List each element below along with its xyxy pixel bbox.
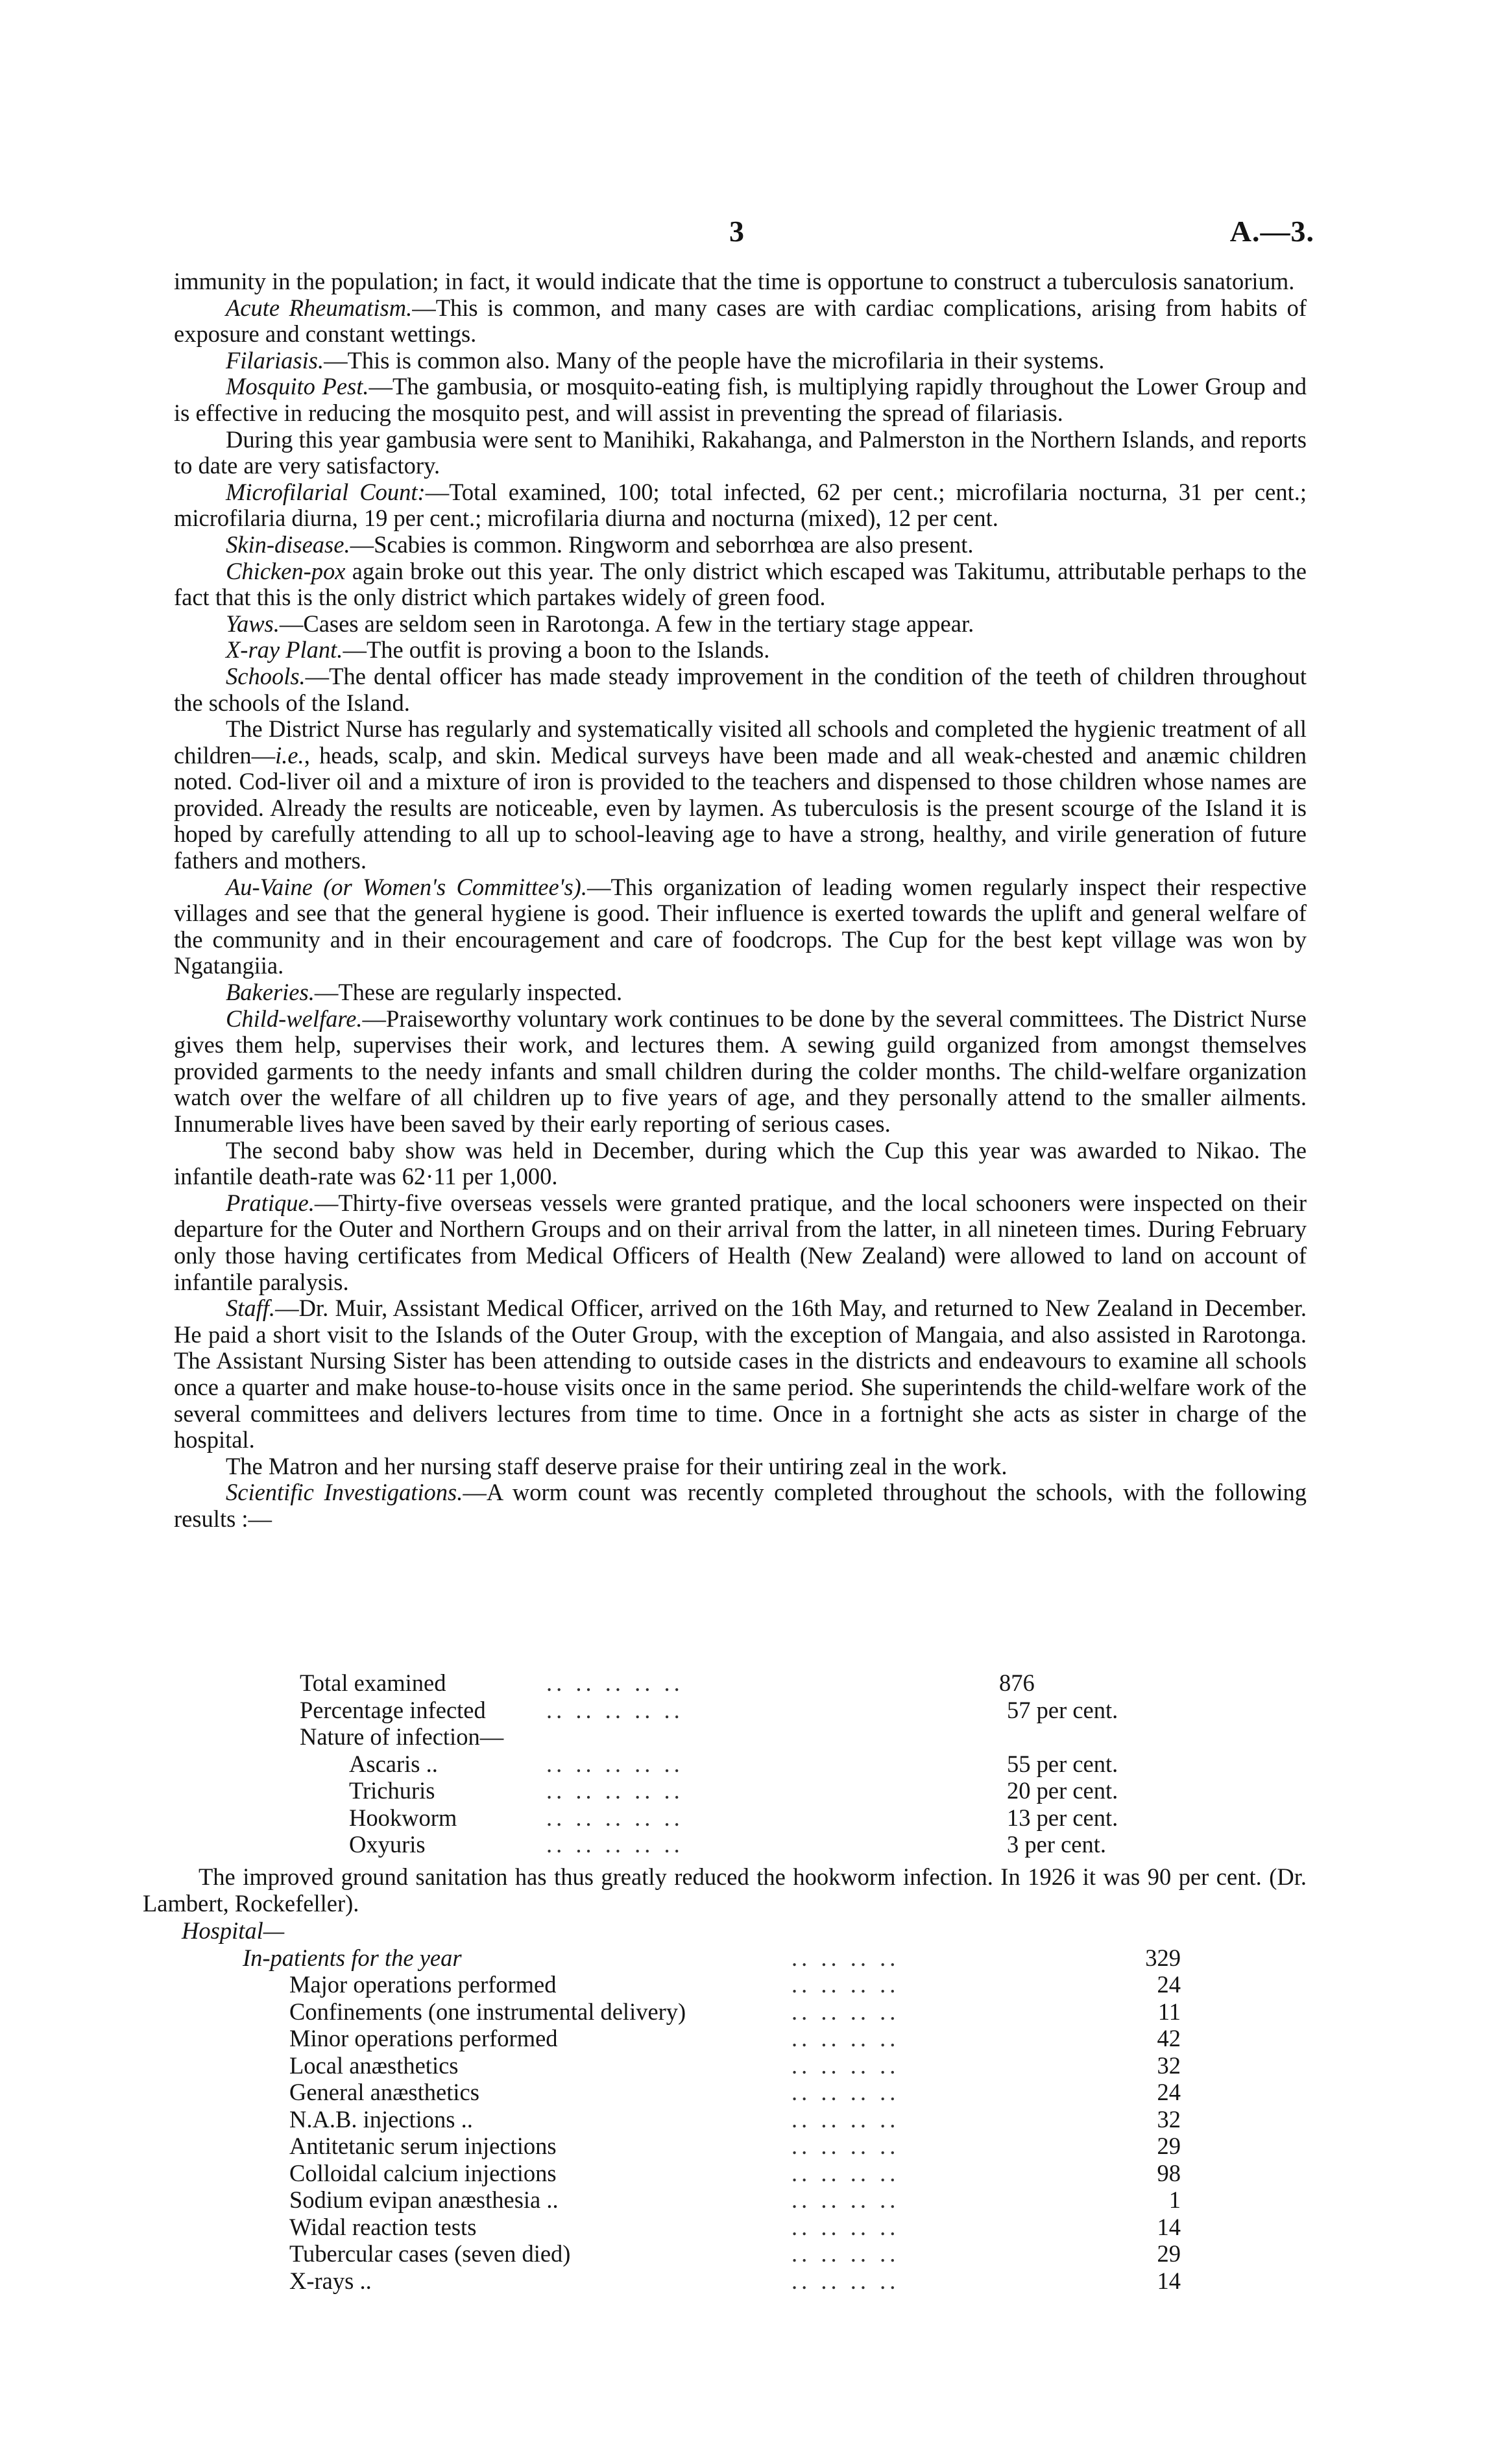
row-value: 14	[1157, 2267, 1181, 2294]
paragraph	[174, 479, 1307, 532]
paragraph-text: —Dr. Muir, Assistant Medical Officer, arrived on the 16th May, and returned to New Zealand in December. He paid a short visit to the Islands of the Outer Group, with the exception of Mangaia, and also assisted in Rarotonga. The Assistant Nursing Sister has been attending to outside cases in the districts and endeavours to examine all schools once a quarter and make house-to-house visits once in the same period. She superintends the child-welfare work of the several committees and delivers lectures from time to time. Once in a fortnight she acts as sister in charge of the hospital.	[174, 1295, 1307, 1453]
paragraph-text: —Cases are seldom seen in Rarotonga. A few in the tertiary stage appear.	[279, 610, 974, 637]
body-text	[174, 269, 1307, 1533]
paragraph	[174, 427, 1307, 479]
row-label: Antitetanic serum injections	[289, 2133, 557, 2159]
table-row	[143, 2025, 1181, 2052]
row-label: Trichuris	[349, 1777, 435, 1804]
paragraph-heading: Staff.	[226, 1295, 276, 1322]
row-label: Hookworm	[349, 1804, 457, 1831]
paragraph	[174, 637, 1307, 664]
paragraph	[174, 1295, 1307, 1453]
row-value: 32	[1157, 2051, 1181, 2079]
paragraph: The improved ground sanitation has thus greatly reduced the hookworm infection. In 1926 it was 90 per cent. (Dr. Lambert, Rockefeller).	[143, 1863, 1307, 1917]
paragraph-heading: Child-welfare.	[226, 1005, 363, 1032]
paragraph-heading: Bakeries.	[226, 979, 315, 1006]
table-row	[143, 2106, 1181, 2133]
row-value: 24	[1157, 2079, 1181, 2105]
paragraph-text: —A worm count was recently completed throughout the schools, with the following results :—	[174, 1479, 1307, 1532]
paragraph-text: —This is common also. Many of the people have the microfilaria in their systems.	[324, 346, 1105, 374]
table-row	[300, 1777, 1143, 1804]
row-label: General anæsthetics	[289, 2079, 479, 2105]
paragraph-text: —The dental officer has made steady improvement in the condition of the teeth of children throughout the schools of the Island.	[174, 662, 1307, 716]
paragraph	[174, 1190, 1307, 1295]
paragraph	[174, 1453, 1307, 1480]
paragraph	[174, 1006, 1307, 1138]
row-value: 14	[1157, 2213, 1181, 2240]
table-row	[143, 2240, 1181, 2267]
row-label: Major operations performed	[289, 1971, 557, 1998]
table-row	[300, 1697, 1143, 1724]
paragraph	[174, 664, 1307, 716]
row-value: 876	[999, 1669, 1035, 1696]
table-row	[143, 2267, 1181, 2295]
paragraph-text: —Scabies is common. Ringworm and seborrhœa are also present.	[350, 531, 974, 558]
row-label: Nature of infection—	[300, 1723, 504, 1750]
paragraph-text: The Matron and her nursing staff deserve praise for their untiring zeal in the work.	[226, 1452, 1008, 1479]
row-value: 329	[1145, 1944, 1181, 1971]
page-number: 3	[729, 215, 744, 248]
leader-dots: .. .. .. .. ..	[546, 1777, 684, 1804]
row-label: Sodium evipan anæsthesia ..	[289, 2186, 559, 2213]
paragraph-heading: i.e.	[275, 741, 304, 769]
row-value: 29	[1157, 2133, 1181, 2159]
paragraph	[174, 1138, 1307, 1190]
worm-count-table	[300, 1669, 1143, 1858]
paragraph-heading: Microfilarial Count:	[226, 478, 426, 505]
row-label: N.A.B. injections ..	[289, 2105, 473, 2133]
row-label: In-patients for the year	[243, 1944, 462, 1971]
row-label: Percentage infected	[300, 1696, 486, 1723]
row-label: Widal reaction tests	[289, 2213, 477, 2240]
row-value: 57 per cent.	[1007, 1696, 1118, 1723]
row-value: 55 per cent.	[1007, 1750, 1118, 1777]
paragraph-text: immunity in the population; in fact, it would indicate that the time is opportune to construct a tuberculosis sanatorium.	[174, 268, 1295, 294]
paragraph	[174, 348, 1307, 374]
paragraph-text: —This is common, and many cases are with cardiac complications, arising from habits of exposure and constant wettings.	[174, 294, 1307, 348]
leader-dots: .. .. .. .. ..	[546, 1750, 684, 1777]
paragraph	[174, 269, 1307, 295]
leader-dots: .. .. .. ..	[791, 2213, 900, 2240]
row-label: Oxyuris	[349, 1831, 426, 1858]
row-label: Ascaris ..	[349, 1750, 438, 1777]
table-row	[143, 2079, 1181, 2106]
row-label: X-rays ..	[289, 2267, 372, 2294]
paragraph-text: —Thirty-five overseas vessels were granted pratique, and the local schooners were inspected on their departure for the Outer and Northern Groups and on their arrival from the latter, in all nineteen times. During February only those having certificates from Medical Officers of Health (New Zealand) were allowed to land on account of infantile paralysis.	[174, 1189, 1307, 1295]
row-label: Minor operations performed	[289, 2025, 558, 2051]
leader-dots: .. .. .. .. ..	[546, 1831, 684, 1858]
paragraph	[174, 874, 1307, 979]
row-label: Confinements (one instrumental delivery)	[289, 1998, 686, 2025]
row-value: 13 per cent.	[1007, 1804, 1118, 1831]
leader-dots: .. .. .. ..	[791, 2240, 900, 2267]
row-value: 11	[1157, 1998, 1181, 2025]
paragraph-heading: Scientific Investigations.	[226, 1479, 463, 1506]
paragraph-heading: Skin-disease.	[226, 531, 350, 558]
hospital-table	[143, 1944, 1181, 2295]
paragraph-text: The second baby show was held in December, during which the Cup this year was awarded to Nikao. The infantile death-rate was 62·11 per 1,000.	[174, 1136, 1307, 1190]
page-header	[0, 214, 1509, 259]
paragraph-text: —The gambusia, or mosquito-eating fish, is multiplying rapidly throughout the Lower Group and is effective in reducing the mosquito pest, and will assist in preventing the spread of filariasis.	[174, 373, 1307, 426]
leader-dots: .. .. .. ..	[791, 2186, 900, 2213]
leader-dots: .. .. .. ..	[791, 1944, 900, 1971]
row-value: 20 per cent.	[1007, 1777, 1118, 1804]
leader-dots: .. .. .. ..	[791, 2267, 900, 2294]
row-label: Local anæsthetics	[289, 2051, 459, 2079]
paragraph-text: —These are regularly inspected.	[314, 979, 623, 1006]
table-row	[143, 2052, 1181, 2079]
hospital-heading: Hospital—	[182, 1917, 285, 1944]
paragraph	[174, 295, 1307, 348]
leader-dots: .. .. .. ..	[791, 2025, 900, 2051]
row-value: 3 per cent.	[1007, 1831, 1107, 1858]
leader-dots: .. .. .. .. ..	[546, 1669, 684, 1696]
table-row	[143, 1944, 1181, 1972]
paragraph-heading: Au-Vaine (or Women's Committee's).	[226, 873, 587, 900]
paragraph-text: —This organization of leading women regularly inspect their respective villages and see that the general hygiene is good. Their influence is exerted towards the uplift and general welfare of the community and in their encouragement and care of foodcrops. The Cup for the best kept village was won by Ngatangiia.	[174, 873, 1307, 979]
paragraph-text: The District Nurse has regularly and systematically visited all schools and completed the hygienic treatment of all children—	[174, 715, 1307, 769]
row-value: 1	[1168, 2186, 1181, 2213]
paragraph-heading: Chicken-pox	[226, 557, 346, 584]
paragraph-heading: Filariasis.	[226, 346, 324, 374]
table-row	[300, 1723, 1143, 1751]
leader-dots: .. .. .. ..	[791, 1998, 900, 2025]
document-code: A.—3.	[1229, 215, 1314, 248]
table-row	[143, 1998, 1181, 2026]
paragraph-heading: Mosquito Pest.	[226, 373, 369, 400]
paragraph	[174, 1479, 1307, 1532]
row-label: Total examined	[300, 1669, 446, 1696]
leader-dots: .. .. .. ..	[791, 2133, 900, 2159]
row-value: 32	[1157, 2105, 1181, 2133]
table-row	[143, 2186, 1181, 2214]
paragraph	[174, 374, 1307, 426]
leader-dots: .. .. .. .. ..	[546, 1696, 684, 1723]
row-value: 24	[1157, 1971, 1181, 1998]
row-value: 29	[1157, 2240, 1181, 2267]
table-row	[143, 2160, 1181, 2187]
paragraph-heading: Yaws.	[226, 610, 280, 637]
table-row	[300, 1751, 1143, 1778]
paragraph	[174, 611, 1307, 638]
leader-dots: .. .. .. ..	[791, 1971, 900, 1998]
row-label: Colloidal calcium injections	[289, 2159, 557, 2186]
table-row	[143, 2214, 1181, 2241]
paragraph-text: —Total examined, 100; total infected, 62 per cent.; microfilaria nocturna, 31 per cent.; microfilaria diurna, 19 per cent.; microfilaria diurna and nocturna (mixed), 12 per cent.	[174, 478, 1307, 532]
paragraph-heading: Pratique.	[226, 1189, 315, 1216]
paragraph-heading: X-ray Plant.	[226, 636, 343, 664]
leader-dots: .. .. .. ..	[791, 2159, 900, 2186]
paragraph	[174, 979, 1307, 1006]
sanitation-paragraph	[143, 1864, 1307, 1917]
leader-dots: .. .. .. .. ..	[546, 1804, 684, 1831]
leader-dots: .. .. .. ..	[791, 2079, 900, 2105]
paragraph-text: —Praiseworthy voluntary work continues to be done by the several committees. The District Nurse gives them help, supervises their work, and lectures them. A sewing guild organized from amongst themselves provided garments to the needy infants and small children during the colder months. The child-welfare organization watch over the welfare of all children up to five years of age, and they personally attend to the smaller ailments. Innumerable lives have been saved by their early reporting of serious cases.	[174, 1005, 1307, 1137]
paragraph-heading: Acute Rheumatism.	[226, 294, 413, 321]
paragraph-text: again broke out this year. The only district which escaped was Takitumu, attributable perhaps to the fact that this is the only district which partakes widely of green food.	[174, 557, 1307, 611]
paragraph-heading: Schools.	[226, 662, 306, 689]
paragraph-text: —The outfit is proving a boon to the Islands.	[343, 636, 770, 664]
paragraph	[174, 532, 1307, 558]
paragraph-text: , heads, scalp, and skin. Medical surveys have been made and all weak-chested and anæmic children noted. Cod-liver oil and a mixture of iron is provided to the teachers and dispensed to those children whose names are provided. Already the results are noticeable, even by laymen. As tuberculosis is the present scourge of the Island it is hoped by carefully attending to all up to school-leaving age to have a strong, healthy, and virile generation of future fathers and mothers.	[174, 741, 1307, 874]
table-row	[143, 2133, 1181, 2160]
paragraph	[174, 716, 1307, 874]
table-row	[143, 1971, 1181, 1998]
row-value: 42	[1157, 2025, 1181, 2051]
paragraph-text: During this year gambusia were sent to Manihiki, Rakahanga, and Palmerston in the Northern Islands, and reports to date are very satisfactory.	[174, 425, 1307, 479]
leader-dots: .. .. .. ..	[791, 2051, 900, 2079]
row-value: 98	[1157, 2159, 1181, 2186]
paragraph	[174, 558, 1307, 611]
leader-dots: .. .. .. ..	[791, 2105, 900, 2133]
table-row	[300, 1831, 1143, 1858]
table-row	[300, 1669, 1143, 1697]
hospital-section	[143, 1917, 1181, 2294]
row-label: Tubercular cases (seven died)	[289, 2240, 571, 2267]
table-row	[300, 1804, 1143, 1832]
